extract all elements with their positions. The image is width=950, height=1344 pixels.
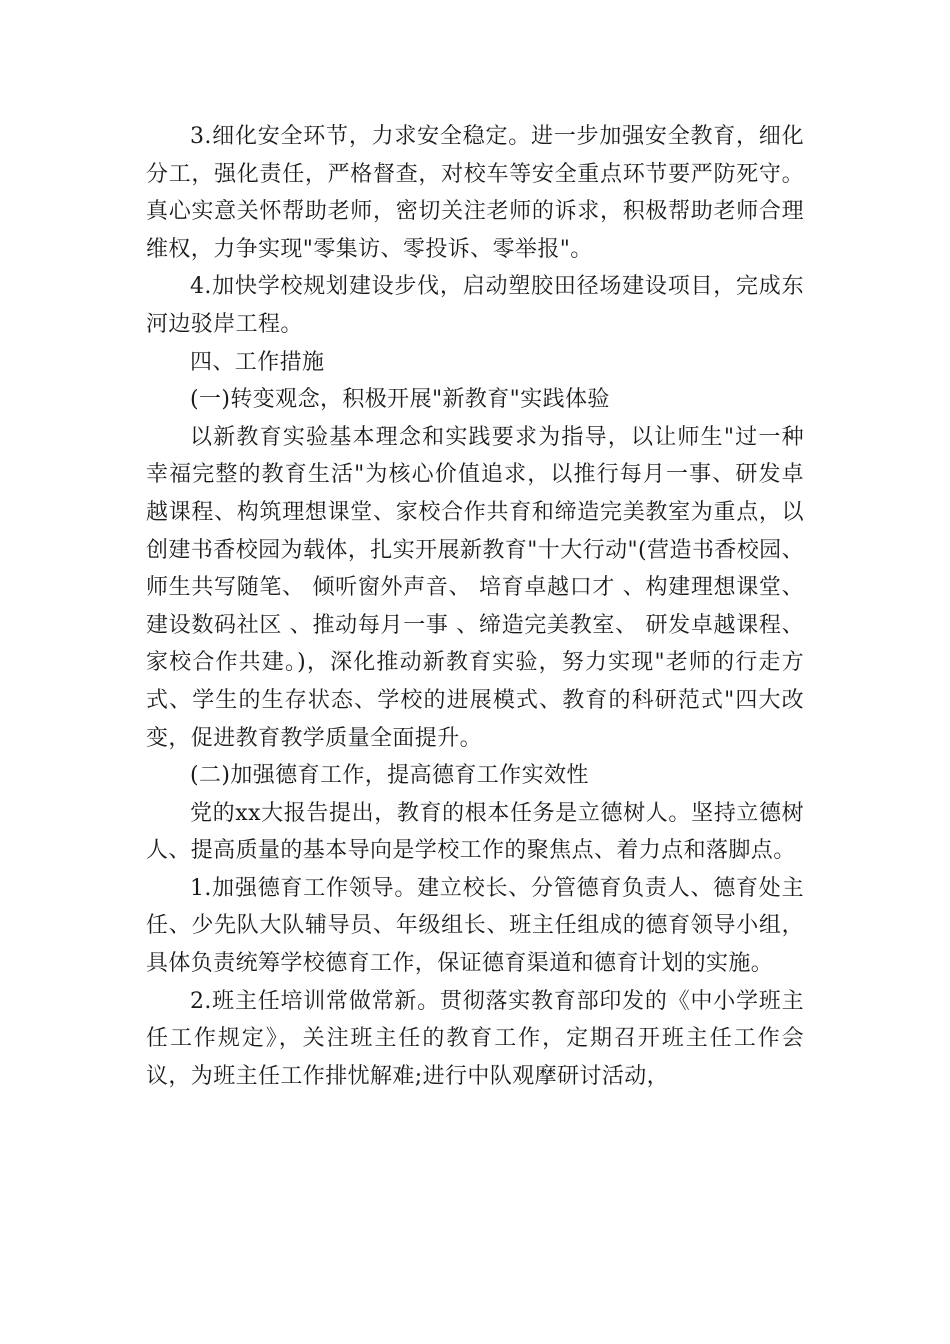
paragraph-class-teacher-training: 2.班主任培训常做常新。贯彻落实教育部印发的《中小学班主任工作规定》，关注班主任的教育工作，定期召开班主任工作会议，为班主任工作排忧解难;进行中队观摩研讨活动， (146, 988, 804, 1089)
document-page (146, 118, 804, 1095)
paragraph-campus-planning: 4.加快学校规划建设步伐，启动塑胶田径场建设项目，完成东河边驳岸工程。 (146, 274, 804, 337)
subsection-heading-moral-education: (二)加强德育工作，提高德育工作实效性 (190, 763, 589, 789)
subsection-heading-new-education: (一)转变观念，积极开展"新教育"实践体验 (190, 387, 610, 413)
paragraph-safety: 3.细化安全环节，力求安全稳定。进一步加强安全教育，细化分工，强化责任，严格督查，对校车等安全重点环节要严防死守。真心实意关怀帮助老师，密切关注老师的诉求，积极帮助老师合理维权，力争实现"零集访、零投诉、零举报"。 (146, 124, 804, 262)
section-heading-measures: 四、工作措施 (190, 349, 325, 375)
paragraph-new-education: 以新教育实验基本理念和实践要求为指导，以让师生"过一种幸福完整的教育生活"为核心价值追求，以推行每月一事、研发卓越课程、构筑理想课堂、家校合作共育和缔造完美教室为重点，以创建书香校园为载体，扎实开展新教育"十大行动"(营造书香校园、 师生共写随笔、 倾听窗外声音、 培育卓越口才 、构建理想课堂、建设数码社区 、推动每月一事 、缔造完美教室、 研发卓越课程、家校合作共建。)，深化推动新教育实验，努力实现"老师的行走方式、学生的生存状态、学校的进展模式、教育的科研范式"四大改变，促进教育教学质量全面提升。 (146, 424, 804, 751)
paragraph-moral-leadership: 1.加强德育工作领导。建立校长、分管德育负责人、德育处主任、少先队大队辅导员、年级组长、班主任组成的德育领导小组，具体负责统筹学校德育工作，保证德育渠道和德育计划的实施。 (146, 875, 804, 977)
paragraph-moral-education-intro: 党的xx大报告提出，教育的根本任务是立德树人。坚持立德树人、提高质量的基本导向是学校工作的聚焦点、着力点和落脚点。 (146, 800, 804, 864)
